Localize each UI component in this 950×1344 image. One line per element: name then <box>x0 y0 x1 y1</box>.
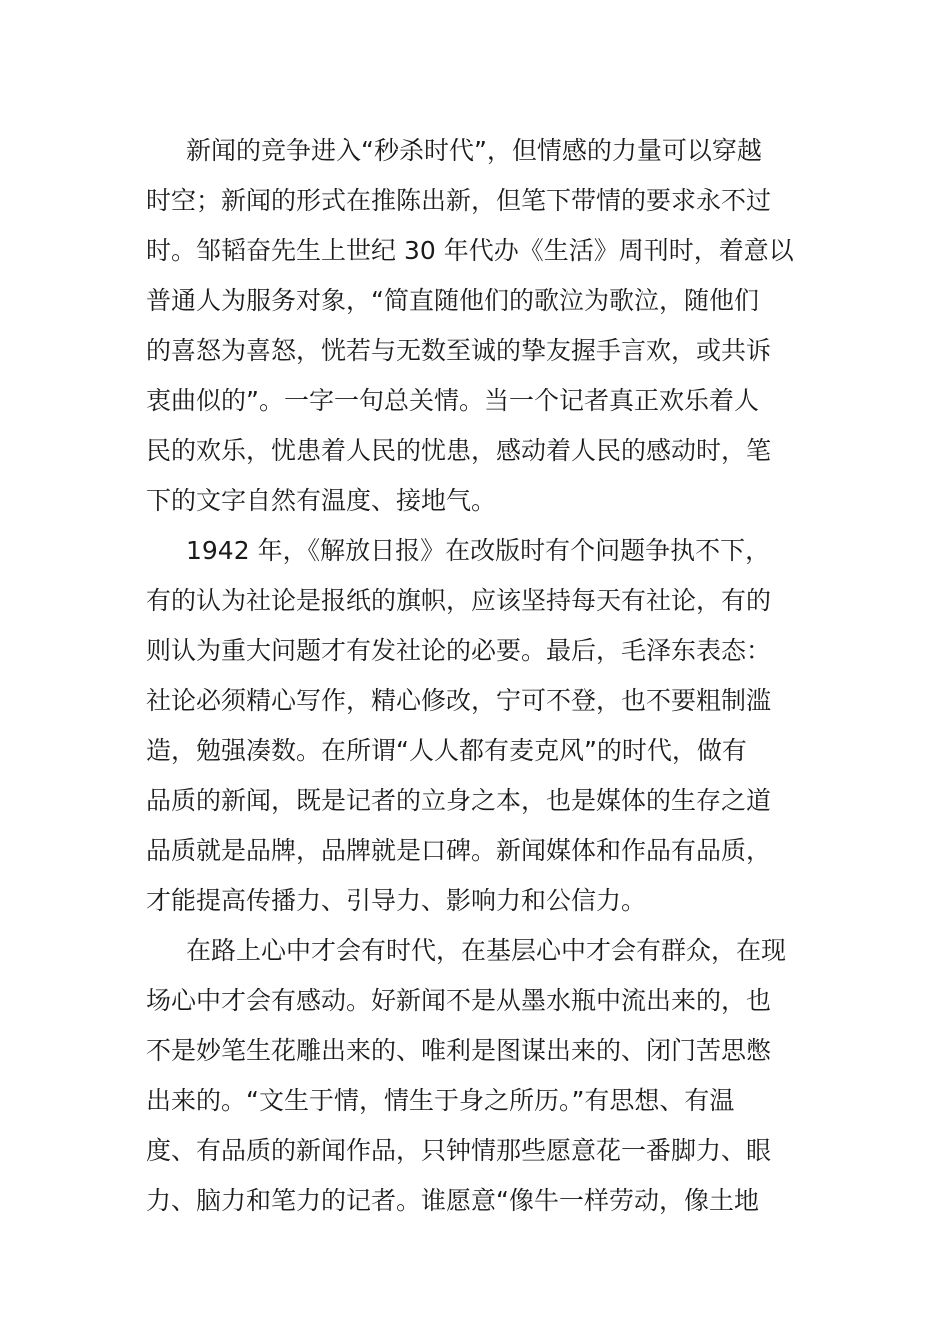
paragraph-1-line-6: 衷曲似的”。一字一句总关情。当一个记者真正欢乐着人 <box>146 386 759 415</box>
paragraph-2-line-3: 则认为重大问题才有发社论的必要。最后，毛泽东表态： <box>146 636 772 665</box>
paragraph-3-line-1: 在路上心中才会有时代，在基层心中才会有群众，在现 <box>186 936 787 965</box>
paragraph-2-line-2: 有的认为社论是报纸的旗帜，应该坚持每天有社论，有的 <box>146 586 772 615</box>
paragraph-2-line-4: 社论必须精心写作，精心修改，宁可不登，也不要粗制滥 <box>146 686 772 715</box>
paragraph-1-line-1: 新闻的竞争进入“秒杀时代”，但情感的力量可以穿越 <box>186 136 762 165</box>
paragraph-2-line-8: 才能提高传播力、引导力、影响力和公信力。 <box>146 886 647 915</box>
article-body <box>146 126 806 1226</box>
paragraph-2-line-7: 品质就是品牌，品牌就是口碑。新闻媒体和作品有品质， <box>146 836 772 865</box>
paragraph-3-line-6: 力、脑力和笔力的记者。谁愿意“像牛一样劳动，像土地 <box>146 1186 759 1215</box>
paragraph-2-line-6: 品质的新闻，既是记者的立身之本，也是媒体的生存之道 <box>146 786 772 815</box>
paragraph-1-line-4: 普通人为服务对象，“简直随他们的歌泣为歌泣，随他们 <box>146 286 759 315</box>
paragraph-3-line-2: 场心中才会有感动。好新闻不是从墨水瓶中流出来的，也 <box>146 986 772 1015</box>
paragraph-2-line-1: 1942 年，《解放日报》在改版时有个问题争执不下， <box>186 536 771 565</box>
paragraph-2-line-5: 造，勉强凑数。在所谓“人人都有麦克风”的时代，做有 <box>146 736 747 765</box>
paragraph-3-line-5: 度、有品质的新闻作品，只钟情那些愿意花一番脚力、眼 <box>146 1136 772 1165</box>
paragraph-3-line-3: 不是妙笔生花雕出来的、唯利是图谋出来的、闭门苦思憋 <box>146 1036 772 1065</box>
paragraph-1-line-2: 时空；新闻的形式在推陈出新，但笔下带情的要求永不过 <box>146 186 772 215</box>
paragraph-1-line-8: 下的文字自然有温度、接地气。 <box>146 486 497 515</box>
paragraph-1-line-5: 的喜怒为喜怒，恍若与无数至诚的挚友握手言欢，或共诉 <box>146 336 772 365</box>
paragraph-3-line-4: 出来的。“文生于情，情生于身之所历。”有思想、有温 <box>146 1086 735 1115</box>
paragraph-1-line-7: 民的欢乐，忧患着人民的忧患，感动着人民的感动时，笔 <box>146 436 772 465</box>
paragraph-1-line-3: 时。邹韬奋先生上世纪 30 年代办《生活》周刊时，着意以 <box>146 236 794 265</box>
